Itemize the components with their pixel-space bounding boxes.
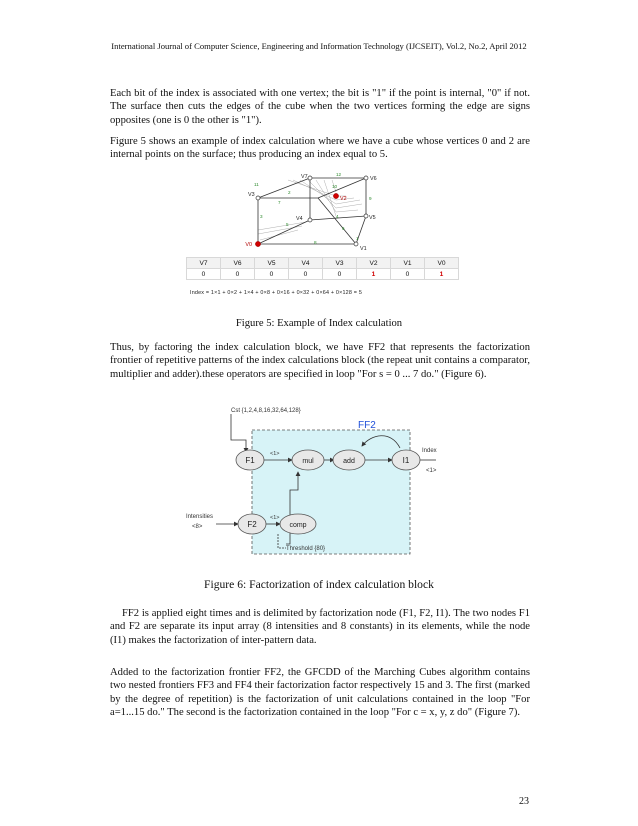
- index-formula: Index = 1×1 + 0×2 + 1×4 + 0×8 + 0×16 + 0×32 + 0×64 + 0×128 = 5: [190, 290, 363, 296]
- edge-label: 6: [342, 226, 345, 231]
- table-header-cell: V3: [323, 258, 357, 269]
- edge-label: 9: [369, 196, 372, 201]
- table-header-cell: V1: [391, 258, 425, 269]
- paragraph-figure5-intro: Figure 5 shows an example of index calculation where we have a cube whose vertices 0 and 2 are internal points on the surface; thus producing an index equal to 5.: [110, 136, 530, 161]
- paragraph-ff2-application: FF2 is applied eight times and is delimited by factorization node (F1, F2, I1). The two nodes F1 and F2 are separate its input array (8 intensities and 8 constants) in its elements, while the node (I1) makes the factorization of inter-pattern data.: [110, 608, 530, 646]
- edge-label: 12: [336, 172, 342, 177]
- f2-comp-edge-label: <1>: [270, 515, 280, 521]
- table-value-cell: 0: [187, 269, 221, 280]
- cube-diagram: [245, 170, 408, 252]
- table-header-cell: V4: [289, 258, 323, 269]
- paragraph-ff2-intro: Thus, by factoring the index calculation block, we have FF2 that represents the factorization frontier of repetitive patterns of the index calculations block (the repeat unit contains a comparator, multiplier and adder).these operators are specified in loop "For s = 0 ... 7 do." (Figure 6).: [110, 342, 530, 380]
- intensities-input-count: <8>: [192, 524, 203, 530]
- ff2-label: FF2: [358, 420, 376, 431]
- vertex-label: V0: [245, 242, 252, 248]
- table-value-cell: 0: [391, 269, 425, 280]
- vertex-label: V3: [248, 192, 255, 198]
- table-value-cell: 0: [323, 269, 357, 280]
- f1-mul-edge-label: <1>: [270, 451, 280, 457]
- edge-label: 1: [356, 236, 359, 241]
- table-value-cell: 1: [425, 269, 459, 280]
- table-header-cell: V0: [425, 258, 459, 269]
- i1-label: I1: [402, 456, 410, 465]
- edge-label: 4: [336, 214, 339, 219]
- ff2-frontier-region: [252, 430, 410, 554]
- table-value-cell: 0: [289, 269, 323, 280]
- table-value-cell: 0: [255, 269, 289, 280]
- mul-label: mul: [302, 458, 314, 465]
- table-header-cell: V7: [187, 258, 221, 269]
- internal-vertex-v0: [255, 241, 260, 246]
- table-header-cell: V5: [255, 258, 289, 269]
- edge-label: 8: [314, 240, 317, 245]
- add-label: add: [343, 458, 355, 465]
- vertex-label: V4: [296, 216, 303, 222]
- vertex-label: V2: [340, 196, 347, 202]
- journal-header: International Journal of Computer Science, Engineering and Information Technology (IJCSEIT), Vol.2, No.2, April 2012: [111, 41, 527, 51]
- index-output-count: <1>: [426, 468, 437, 474]
- cst-label: Cst {1,2,4,8,16,32,64,128}: [231, 408, 301, 414]
- table-value-cell: 0: [221, 269, 255, 280]
- paragraph-vertex-bits: Each bit of the index is associated with one vertex; the bit is "1" if the point is internal, "0" if not. The surface then cuts the edges of the cube when the two vertices forming the edge are signs opposites (one is 0 the other is "1").: [110, 88, 530, 126]
- index-output-label: Index: [422, 448, 437, 454]
- vertex-label: V5: [369, 215, 376, 221]
- f1-label: F1: [245, 456, 255, 465]
- intensities-input-label: Intensities: [186, 514, 214, 520]
- table-header-cell: V2: [357, 258, 391, 269]
- comp-label: comp: [289, 522, 307, 529]
- edge-label: 3: [260, 214, 263, 219]
- vertex-nodes: [255, 176, 368, 247]
- internal-vertex-v2: [333, 193, 338, 198]
- edge-label: 7: [278, 200, 281, 205]
- page-number: 23: [519, 796, 529, 807]
- figure6-caption: Figure 6: Factorization of index calculation block: [204, 578, 434, 591]
- threshold-label: Threshold {80}: [286, 546, 326, 552]
- paragraph-nested-frontiers: Added to the factorization frontier FF2, the GFCDD of the Marching Cubes algorithm contains two nested frontiers FF3 and FF4 their factorization factor respectively 15 and 3. The first (marked by the degree of repetition) is the factorization of unit calculations contained in the loop "For a=1...15 do." The second is the factorization contained in the loop "For c = x, y, z do" (Figure 7).: [110, 667, 530, 719]
- vertex-label: V7: [301, 174, 308, 180]
- figure5-caption: Figure 5: Example of Index calculation: [235, 318, 403, 329]
- f2-label: F2: [247, 520, 257, 529]
- edge-label: 2: [288, 190, 291, 195]
- edge-label: 5: [286, 222, 289, 227]
- table-value-cell: 1: [357, 269, 391, 280]
- factorization-diagram: [186, 400, 456, 560]
- table-header-cell: V6: [221, 258, 255, 269]
- index-bit-table: [186, 257, 459, 280]
- edge-label: 10: [332, 184, 338, 189]
- vertex-label: V1: [360, 246, 367, 252]
- vertex-label: V6: [370, 176, 377, 182]
- edge-label: 11: [254, 182, 259, 187]
